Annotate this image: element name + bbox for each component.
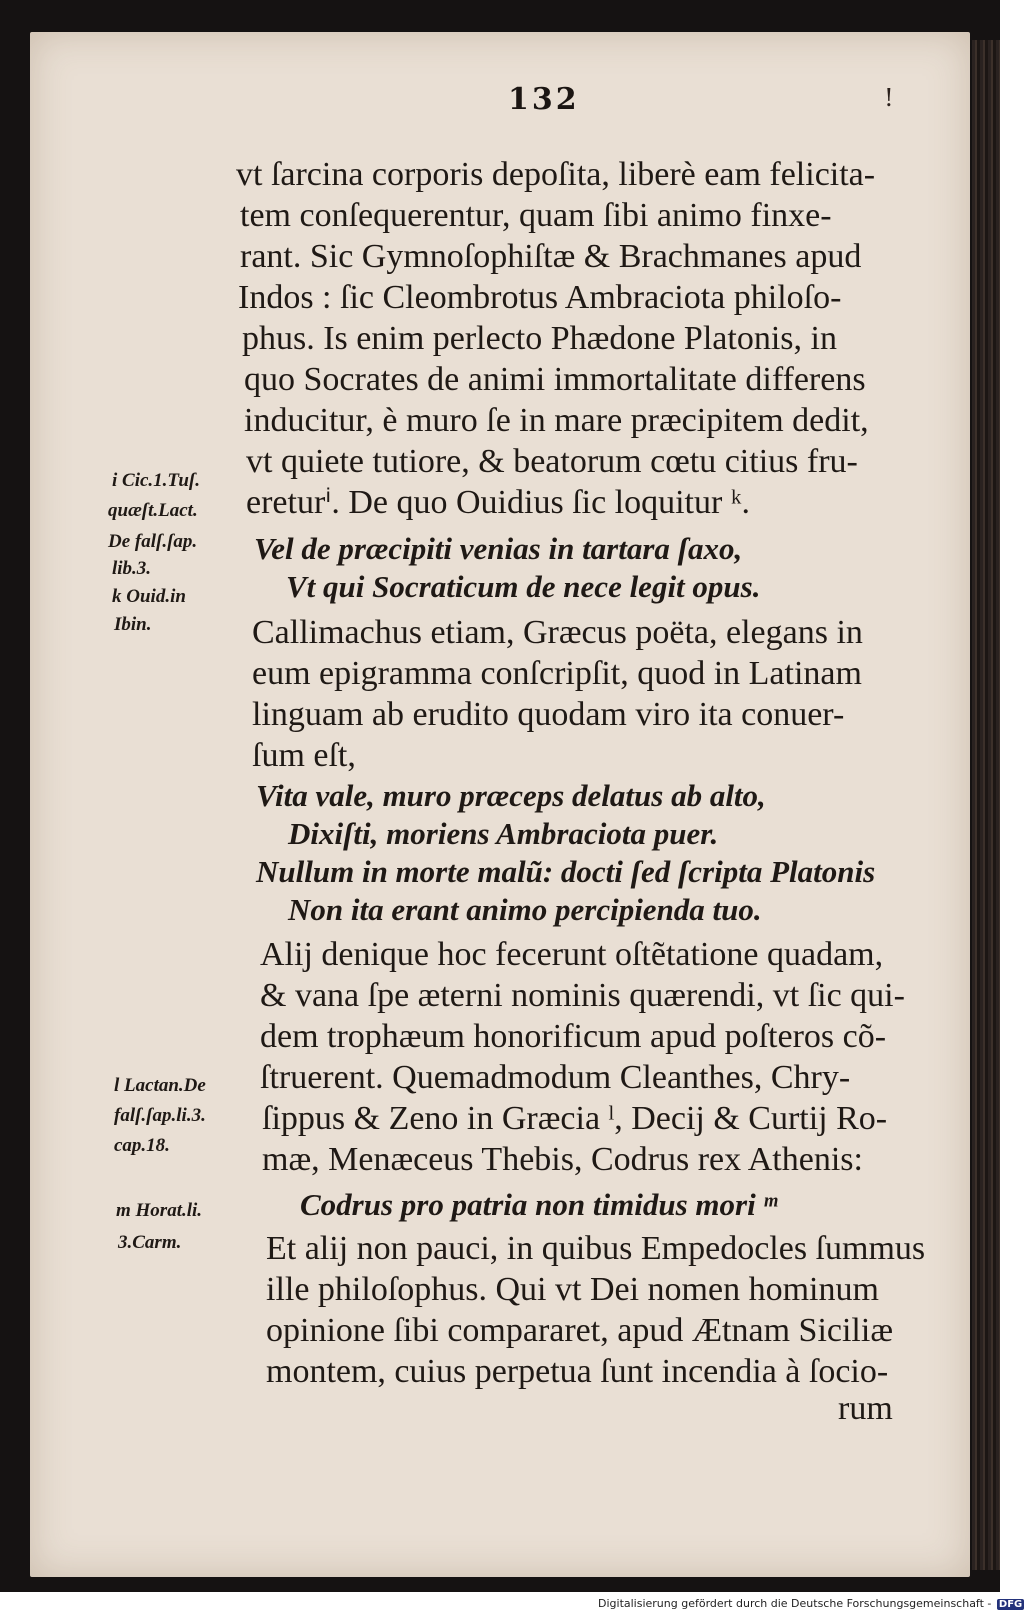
page-number: 132 xyxy=(508,82,580,117)
margin-note: 3.Carm. xyxy=(118,1232,182,1253)
verse-line: Vel de præcipiti venias in tartara ſaxo, xyxy=(254,531,743,566)
margin-note: m Horat.li. xyxy=(116,1200,203,1221)
text-line: tem conſequerentur, quam ſibi animo finxe- xyxy=(240,197,832,234)
text-line: quo Socrates de animi immortalitate differens xyxy=(244,361,866,398)
text-line: Callimachus etiam, Græcus poëta, elegans in xyxy=(252,614,863,651)
corner-mark: ! xyxy=(884,84,894,112)
verse-line: Nullum in morte malũ: docti ſed ſcripta Platonis xyxy=(256,854,876,889)
text-line: Indos : ſic Cleombrotus Ambraciota philoſo- xyxy=(238,279,842,316)
credit-text: Digitalisierung gefördert durch die Deutsche Forschungsgemeinschaft - xyxy=(598,1597,992,1610)
text-line: ſtruerent. Quemadmodum Cleanthes, Chry- xyxy=(260,1059,851,1096)
text-line: phus. Is enim perlecto Phædone Platonis, in xyxy=(242,320,837,357)
text-line: montem, cuius perpetua ſunt incendia à ſocio- xyxy=(266,1353,889,1390)
book-edge xyxy=(972,40,1000,1570)
verse-line: Vt qui Socraticum de nece legit opus. xyxy=(286,569,761,604)
margin-note: quæſt.Lact. xyxy=(108,500,198,521)
margin-note: falſ.ſap.li.3. xyxy=(114,1105,206,1126)
margin-note: k Ouid.in xyxy=(112,586,186,607)
margin-note: Ibin. xyxy=(114,614,152,635)
text-line: linguam ab erudito quodam viro ita conuer- xyxy=(252,696,845,733)
text-line: ille philoſophus. Qui vt Dei nomen hominum xyxy=(266,1271,879,1308)
verse-line: Vita vale, muro præceps delatus ab alto, xyxy=(256,778,766,813)
text-line: inducitur, è muro ſe in mare præcipitem dedit, xyxy=(244,402,869,439)
margin-note: cap.18. xyxy=(114,1135,170,1156)
text-line: ſum eſt, xyxy=(252,737,356,774)
verse-line: Non ita erant animo percipienda tuo. xyxy=(288,892,762,927)
margin-note: De falſ.ſap. xyxy=(108,531,198,552)
margin-note: i Cic.1.Tuſ. xyxy=(112,470,200,491)
text-line: ſippus & Zeno in Græcia ˡ, Decij & Curtij Ro- xyxy=(262,1100,888,1137)
text-line: vt quiete tutiore, & beatorum cœtu citius fru- xyxy=(246,443,858,480)
text-line: vt ſarcina corporis depoſita, liberè eam felicita- xyxy=(236,156,876,193)
text-line: Alij denique hoc fecerunt oſtẽtatione quadam, xyxy=(260,936,884,973)
text-line: rant. Sic Gymnoſophiſtæ & Brachmanes apud xyxy=(240,238,862,275)
text-line: mæ, Menæceus Thebis, Codrus rex Athenis: xyxy=(262,1141,863,1178)
dfg-logo: DFG xyxy=(998,1599,1023,1610)
verse-line: Dixiſti, moriens Ambraciota puer. xyxy=(288,816,719,851)
text-line: eum epigramma conſcripſit, quod in Latinam xyxy=(252,655,862,692)
text-line: ereturⁱ. De quo Ouidius ſic loquitur ᵏ. xyxy=(246,484,751,521)
margin-note: lib.3. xyxy=(112,558,152,579)
text-line: opinione ſibi compararet, apud Ætnam Siciliæ xyxy=(266,1312,893,1349)
text-line: dem trophæum honorificum apud poſteros cõ- xyxy=(260,1018,887,1055)
text-line: & vana ſpe æterni nominis quærendi, vt ſic qui- xyxy=(260,977,905,1014)
margin-note: l Lactan.De xyxy=(114,1075,206,1096)
text-line: rum xyxy=(838,1390,893,1427)
text-line: Et alij non pauci, in quibus Empedocles ſummus xyxy=(266,1230,926,1267)
digitization-credit xyxy=(598,1597,1024,1610)
verse-line: Codrus pro patria non timidus mori ᵐ xyxy=(300,1187,778,1222)
